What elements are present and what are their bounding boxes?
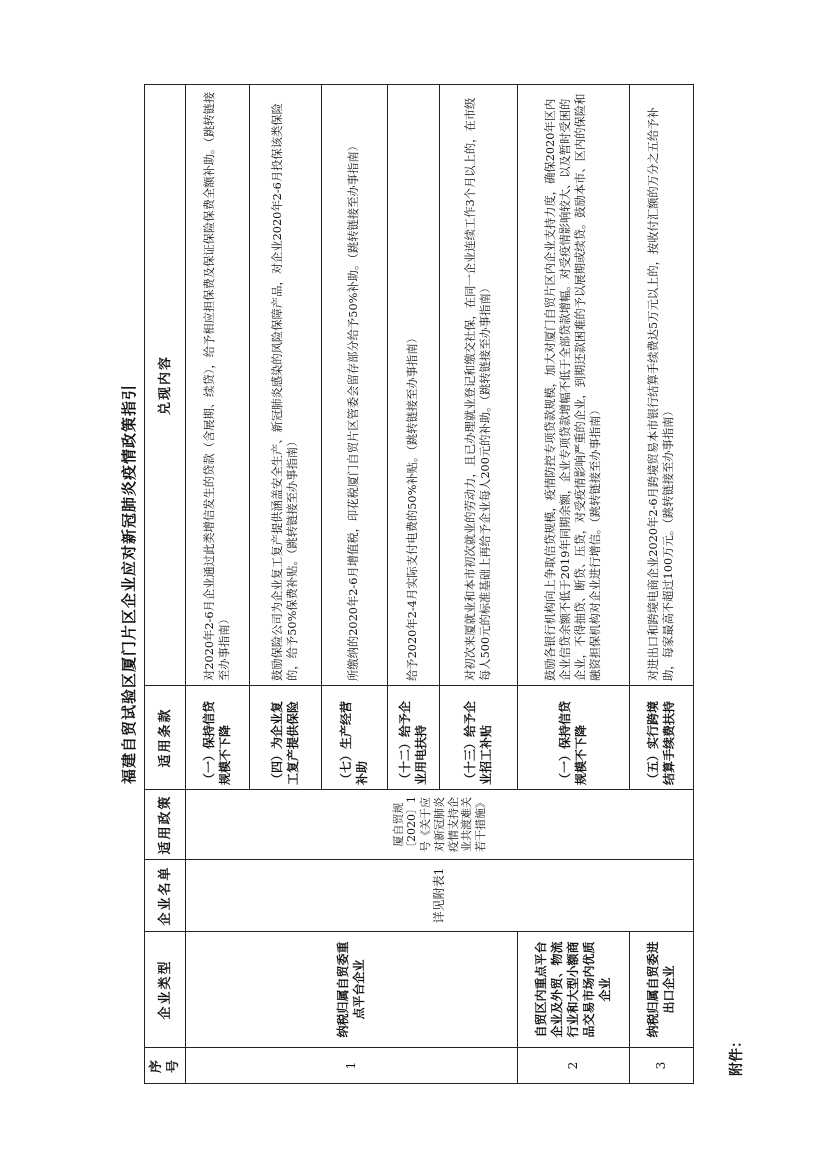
applicable-clause: （七）生产经营补助	[322, 686, 388, 790]
rotated-page	[118, 84, 745, 1084]
page-title: 福建自贸试验区厦门片区企业应对新冠肺炎疫情政策指引	[120, 384, 138, 785]
fulfillment-content: 对初次来厦就业和本市初次就业的劳动力，且已办理就业登记和缴交社保，在同一企业连续工作3个月以上的，在市级每人500元的标准基础上再给予企业每人200元的补助。（跳转链接至办事指南）	[440, 85, 518, 686]
applicable-clause: （四）为企业复工复产提供保险	[250, 686, 322, 790]
enterprise-list: 详见附表1	[186, 860, 694, 932]
header-clause: 适用条款	[145, 686, 186, 790]
header-content: 兑现内容	[145, 85, 186, 686]
enterprise-type: 纳税归属自贸委进出口企业	[630, 932, 694, 1048]
table-row	[186, 85, 250, 1084]
fulfillment-content: 给予2020年2-4月实际支付电费的50%补贴。（跳转链接至办事指南）	[388, 85, 440, 686]
fulfillment-content: 鼓励保险公司为企业复工复产提供涵盖安全生产、新冠肺炎感染的风险保障产品，对企业2020年2-6月投保该类保险的，给予50%保费补贴。（跳转链接至办事指南）	[250, 85, 322, 686]
applicable-clause: （一）保持信贷规模不下降	[186, 686, 250, 790]
header-list: 企业名单	[145, 860, 186, 932]
row-number: 3	[630, 1048, 694, 1084]
header-no: 序号	[145, 1048, 186, 1084]
table-row	[630, 85, 694, 1084]
attachment-label: 附件：	[729, 1034, 745, 1076]
policy-table	[144, 84, 694, 1084]
applicable-clause: （五）实行跨境结算手续费扶持	[630, 686, 694, 790]
fulfillment-content: 对进出口和跨境电商企业2020年2-6月跨境贸易本市银行结算手续费达5万元以上的，按收付汇额的万分之五给予补助，每家最高不超过100万元。（跳转链接至办事指南）	[630, 85, 694, 686]
applicable-policy: 厦自贸规〔2020〕1号《关于应对新冠肺炎疫情支持企业共渡难关若干措施》	[186, 790, 694, 860]
enterprise-type: 纳税归属自贸委重点平台企业	[186, 932, 518, 1048]
header-policy: 适用政策	[145, 790, 186, 860]
applicable-clause: （十三）给予企业招工补贴	[440, 686, 518, 790]
fulfillment-content: 所缴纳的2020年2-6月增值税，印花税厦门自贸片区管委会留存部分给予50%补助。（跳转链接至办事指南）	[322, 85, 388, 686]
fulfillment-content: 对2020年2-6月企业通过此类增信发生的贷款（含展期、续贷），给予相应担保费及保证保险保费全额补助。（跳转链接至办事指南）	[186, 85, 250, 686]
table-header-row	[145, 85, 186, 1084]
table-row	[518, 85, 630, 1084]
row-number: 1	[186, 1048, 518, 1084]
header-type: 企业类型	[145, 932, 186, 1048]
enterprise-type: 自贸区内重点平台企业及外贸、物流行业和大型小额商品交易市场内优质企业	[518, 932, 630, 1048]
applicable-clause: （十二）给予企业用电扶持	[388, 686, 440, 790]
fulfillment-content: 鼓励各银行机构向上争取信贷规模，疫情防控专项贷款规模，加大对厦门自贸片区内企业支持力度，确保2020年区内企业信贷余额不低于2019年同期余额，企业专项贷款增幅不低于全部贷款增幅。对受疫情影响较大、以及暂时受困的企业，不得抽贷、断贷、压贷，对受疫情影响严重的企业，到期还款困难的予以展期或续贷。鼓励本市、区内的保险和融资担保机构对企业进行增信。（跳转链接至办事指南）	[518, 85, 630, 686]
applicable-clause: （一）保持信贷规模不下降	[518, 686, 630, 790]
row-number: 2	[518, 1048, 630, 1084]
